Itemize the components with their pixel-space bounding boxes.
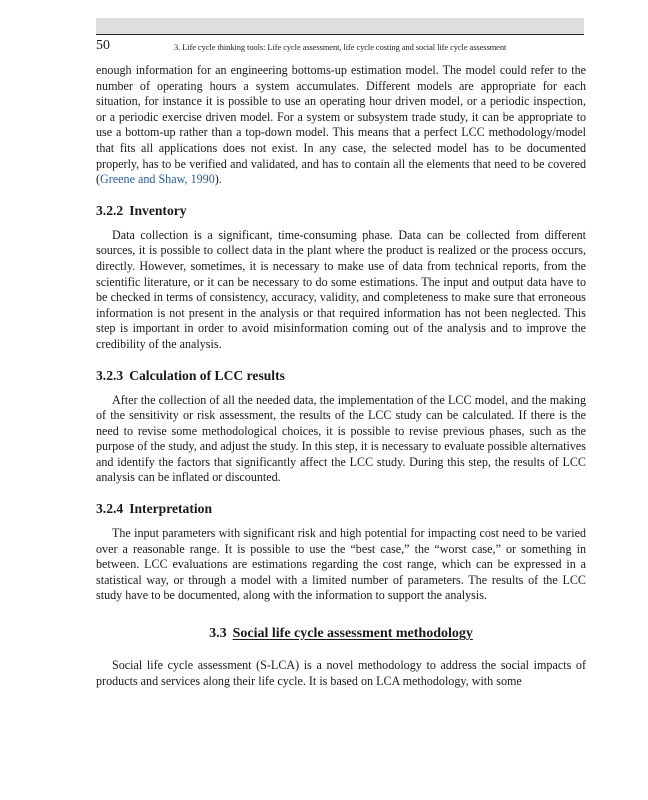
page-body bbox=[96, 63, 586, 689]
intro-end: ). bbox=[214, 172, 222, 187]
section-title: Interpretation bbox=[129, 501, 212, 517]
page-number: 50 bbox=[96, 38, 110, 53]
citation-link[interactable]: Greene and Shaw, 1990 bbox=[100, 172, 215, 187]
section-title: Inventory bbox=[129, 202, 187, 218]
heading-calculation bbox=[96, 367, 586, 385]
interpretation-paragraph: The input parameters with significant risk and high potential for impacting cost need to be varied over a reasonable range. It is possible to use the “best case,” the “worst case,” or something in between. LCC evaluations are estimations regarding the cost range, which can be expressed in a statistical way, or through a model with a limited number of parameters. The results of the LCC study have to be documented, along with the information to support the analysis. bbox=[96, 526, 586, 603]
intro-paragraph bbox=[96, 63, 586, 188]
section-number: 3.3 bbox=[209, 626, 227, 642]
section-number: 3.2.2 bbox=[96, 202, 124, 218]
section-title: Social life cycle assessment methodology bbox=[232, 626, 473, 642]
section-title: Calculation of LCC results bbox=[129, 367, 285, 383]
inventory-paragraph: Data collection is a significant, time-consuming phase. Data can be collected from different sources, it is possible to collect data in the plant where the product is realized or the process occurs, directly. However, sometimes, it is necessary to make use of data from technical reports, from the scientific literature, or it can be necessary to do some estimations. The input and output data have to be checked in terms of consistency, accuracy, validity, and completeness to make sure that erroneous information is not present in the analysis or that required information has not been neglected. This step is important in order to avoid misinformation coming out of the analysis and to improve the credibility of the analysis. bbox=[96, 227, 586, 351]
heading-slca bbox=[96, 624, 586, 644]
calculation-paragraph: After the collection of all the needed data, the implementation of the LCC model, and the making of the sensitivity or risk assessment, the results of the LCC study can be calculated. If there is the need to revise some methodological choices, it is possible to revise previous phases, such as the purpose of the study, and adjust the study. In this step, it is necessary to evaluate possible alternatives and identify the factors that significantly affect the LCC study. During this step, the results of LCC analysis can be inflated or discounted. bbox=[96, 392, 586, 485]
slca-paragraph: Social life cycle assessment (S-LCA) is a novel methodology to address the social impacts of products and services along their life cycle. It is based on LCA methodology, with some bbox=[96, 658, 586, 688]
page-top-bar bbox=[96, 18, 584, 34]
intro-text: enough information for an engineering bottoms-up estimation model. The model could refer to the number of operating hours a system accumulates. Different models are appropriate for each situation, for instance it is possible to use an operating hour driven model, or a periodic inspection, or a periodic exercise driven model. For a system or subsystem trade study, it can be appropriate to use a bottom-up rather than a top-down model. This means that a perfect LCC methodology/model that fits all applications does not exist. In any case, the selected model has to be documented properly, has to be verified and validated, and has to contain all the elements that need to be covered ( bbox=[96, 63, 586, 187]
running-head: 3. Life cycle thinking tools: Life cycle assessment, life cycle costing and social life cycle assessment bbox=[174, 43, 507, 52]
page-header bbox=[96, 34, 584, 54]
section-number: 3.2.3 bbox=[96, 367, 124, 383]
heading-inventory bbox=[96, 202, 586, 220]
section-number: 3.2.4 bbox=[96, 501, 124, 517]
heading-interpretation bbox=[96, 500, 586, 518]
